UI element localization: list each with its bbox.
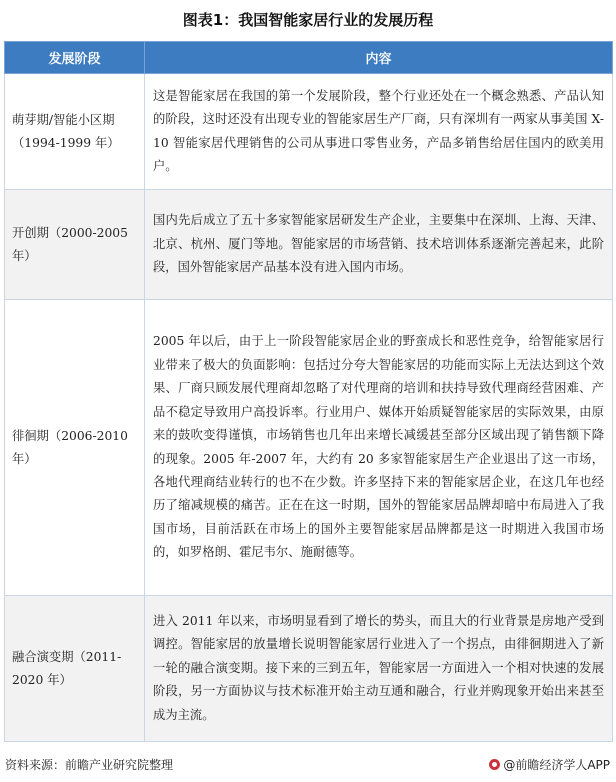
table-header-row [5, 42, 613, 74]
content-cell: 国内先后成立了五十多家智能家居研发生产企业，主要集中在深圳、上海、天津、北京、杭州、厦门等地。智能家居的市场营销、技术培训体系逐渐完善起来，此阶段，国外智能家居产品基本没有进入国内市场。 [145, 190, 613, 300]
stage-cell: 徘徊期（2006-2010 年） [5, 300, 145, 596]
content-cell: 2005 年以后，由于上一阶段智能家居企业的野蛮成长和恶性竞争，给智能家居行业带来了极大的负面影响：包括过分夸大智能家居的功能而实际上无法达到这个效果、厂商只顾发展代理商却忽略了对代理商的培训和扶持导致代理商经营困难、产品不稳定导致用户高投诉率。行业用户、媒体开始质疑智能家居的实际效果，由原来的鼓吹变得谨慎，市场销售也几年出来增长减缓甚至部分区域出现了销售额下降的现象。2005 年-2007 年，大约有 20 多家智能家居生产企业退出了这一市场，各地代理商结业转行的也不在少数。许多坚持下来的智能家居企业，在这几年也经历了缩减规模的痛苦。正在在这一时期，国外的智能家居品牌却暗中布局进入了我国市场，目前活跃在市场上的国外主要智能家居品牌都是这一时期进入我国市场的，如罗格朗、霍尼韦尔、施耐德等。 [145, 300, 613, 596]
content-cell: 进入 2011 年以来，市场明显看到了增长的势头，而且大的行业背景是房地产受到调控。智能家居的放量增长说明智能家居行业进入了一个拐点，由徘徊期进入了新一轮的融合演变期。接下来的三到五年，智能家居一方面进入一个相对快速的发展阶段，另一方面协议与技术标准开始主动互通和融合，行业并购现象开始出来甚至成为主流。 [145, 596, 613, 742]
stage-cell: 开创期（2000-2005 年） [5, 190, 145, 300]
table-row [5, 300, 613, 596]
table-row [5, 596, 613, 742]
header-content: 内容 [145, 42, 613, 74]
header-stage: 发展阶段 [5, 42, 145, 74]
table-row [5, 74, 613, 190]
brand-credit [489, 756, 610, 773]
stage-cell: 融合演变期（2011-2020 年） [5, 596, 145, 742]
qianzhan-logo-icon [489, 759, 500, 770]
history-table [4, 41, 613, 742]
stage-cell: 萌芽期/智能小区期（1994-1999 年） [5, 74, 145, 190]
content-cell: 这是智能家居在我国的第一个发展阶段，整个行业还处在一个概念熟悉、产品认知的阶段，这时还没有出现专业的智能家居生产厂商，只有深圳有一两家从事美国 X-10 智能家居代理销售的公司从事进口零售业务，产品多销售给居住国内的欧美用户。 [145, 74, 613, 190]
table-row [5, 190, 613, 300]
brand-label: @前瞻经济学人APP [503, 758, 610, 772]
page-title: 图表1：我国智能家居行业的发展历程 [182, 11, 434, 29]
source-note: 资料来源：前瞻产业研究院整理 [5, 758, 174, 772]
